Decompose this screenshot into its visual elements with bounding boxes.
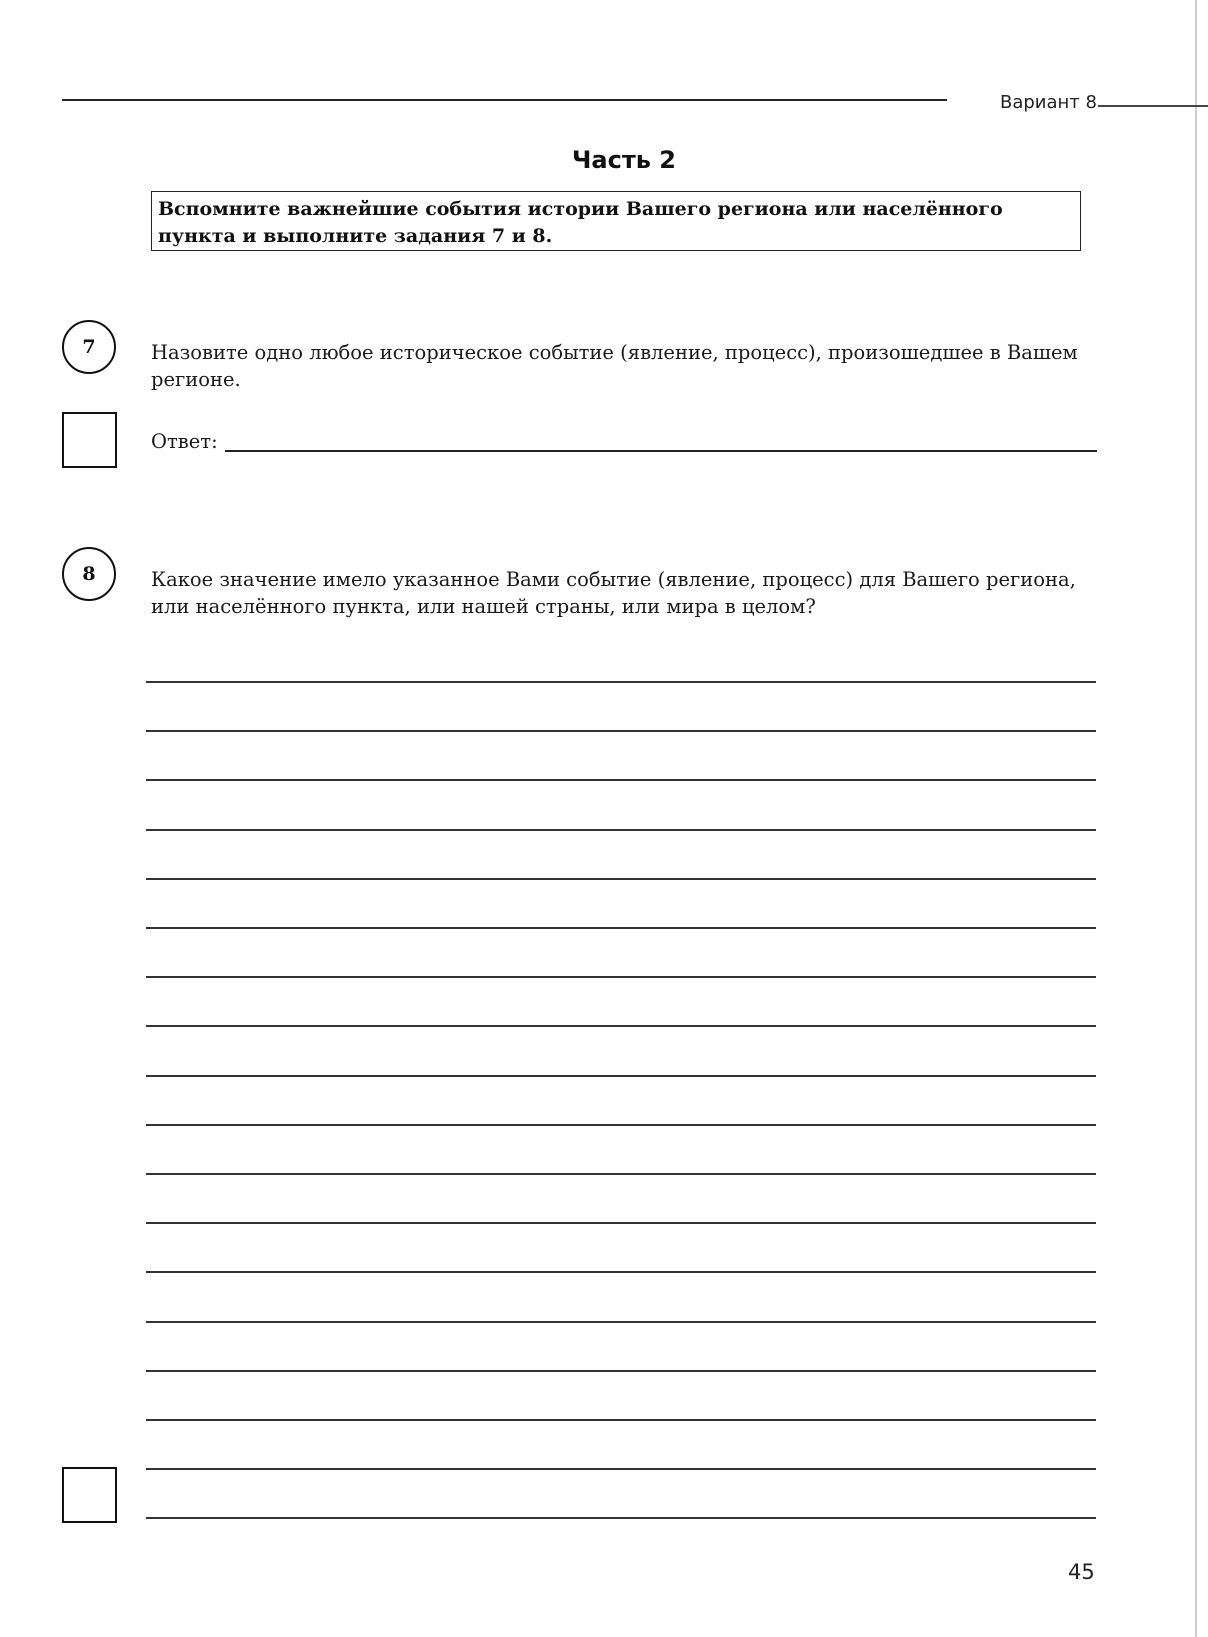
answer-line[interactable]	[146, 1025, 1096, 1027]
answer-line[interactable]	[146, 1075, 1096, 1077]
answer-line[interactable]	[146, 1124, 1096, 1126]
answer-line[interactable]	[146, 976, 1096, 978]
answer-line[interactable]	[146, 1370, 1096, 1372]
instruction-text: Вспомните важнейшие события истории Вашего региона или населённого пункта и выполните задания 7 и 8.	[158, 198, 1003, 247]
task-8-text: Какое значение имело указанное Вами событие (явление, процесс) для Вашего региона, или населённого пункта, или нашей страны, или мира в целом?	[151, 568, 1076, 618]
answer-line[interactable]	[146, 878, 1096, 880]
answer-line[interactable]	[146, 1468, 1096, 1470]
task-7-answer-label: Ответ:	[151, 430, 218, 453]
answer-line[interactable]	[146, 829, 1096, 831]
task-7-number: 7	[62, 320, 116, 374]
answer-line[interactable]	[146, 1271, 1096, 1273]
instruction-box	[151, 191, 1081, 251]
header-rule-left	[62, 99, 947, 101]
answer-line[interactable]	[146, 927, 1096, 929]
part-title: Часть 2	[572, 146, 676, 174]
answer-line[interactable]	[146, 1321, 1096, 1323]
answer-line[interactable]	[146, 779, 1096, 781]
answer-line[interactable]	[146, 1222, 1096, 1224]
task-7-text: Назовите одно любое историческое событие (явление, процесс), произошедшее в Вашем регионе.	[151, 341, 1078, 391]
page-edge	[1195, 0, 1197, 1637]
task-7-answer-line[interactable]	[225, 450, 1097, 452]
variant-label: Вариант 8	[1000, 92, 1097, 113]
answer-line[interactable]	[146, 1517, 1096, 1519]
answer-line[interactable]	[146, 1419, 1096, 1421]
task-8-score-box	[62, 1467, 117, 1523]
answer-line[interactable]	[146, 1173, 1096, 1175]
answer-line[interactable]	[146, 730, 1096, 732]
header-rule-right	[1098, 105, 1208, 107]
page-number: 45	[1068, 1560, 1095, 1584]
task-8-number: 8	[62, 547, 116, 601]
task-7-score-box	[62, 412, 117, 468]
answer-line[interactable]	[146, 681, 1096, 683]
